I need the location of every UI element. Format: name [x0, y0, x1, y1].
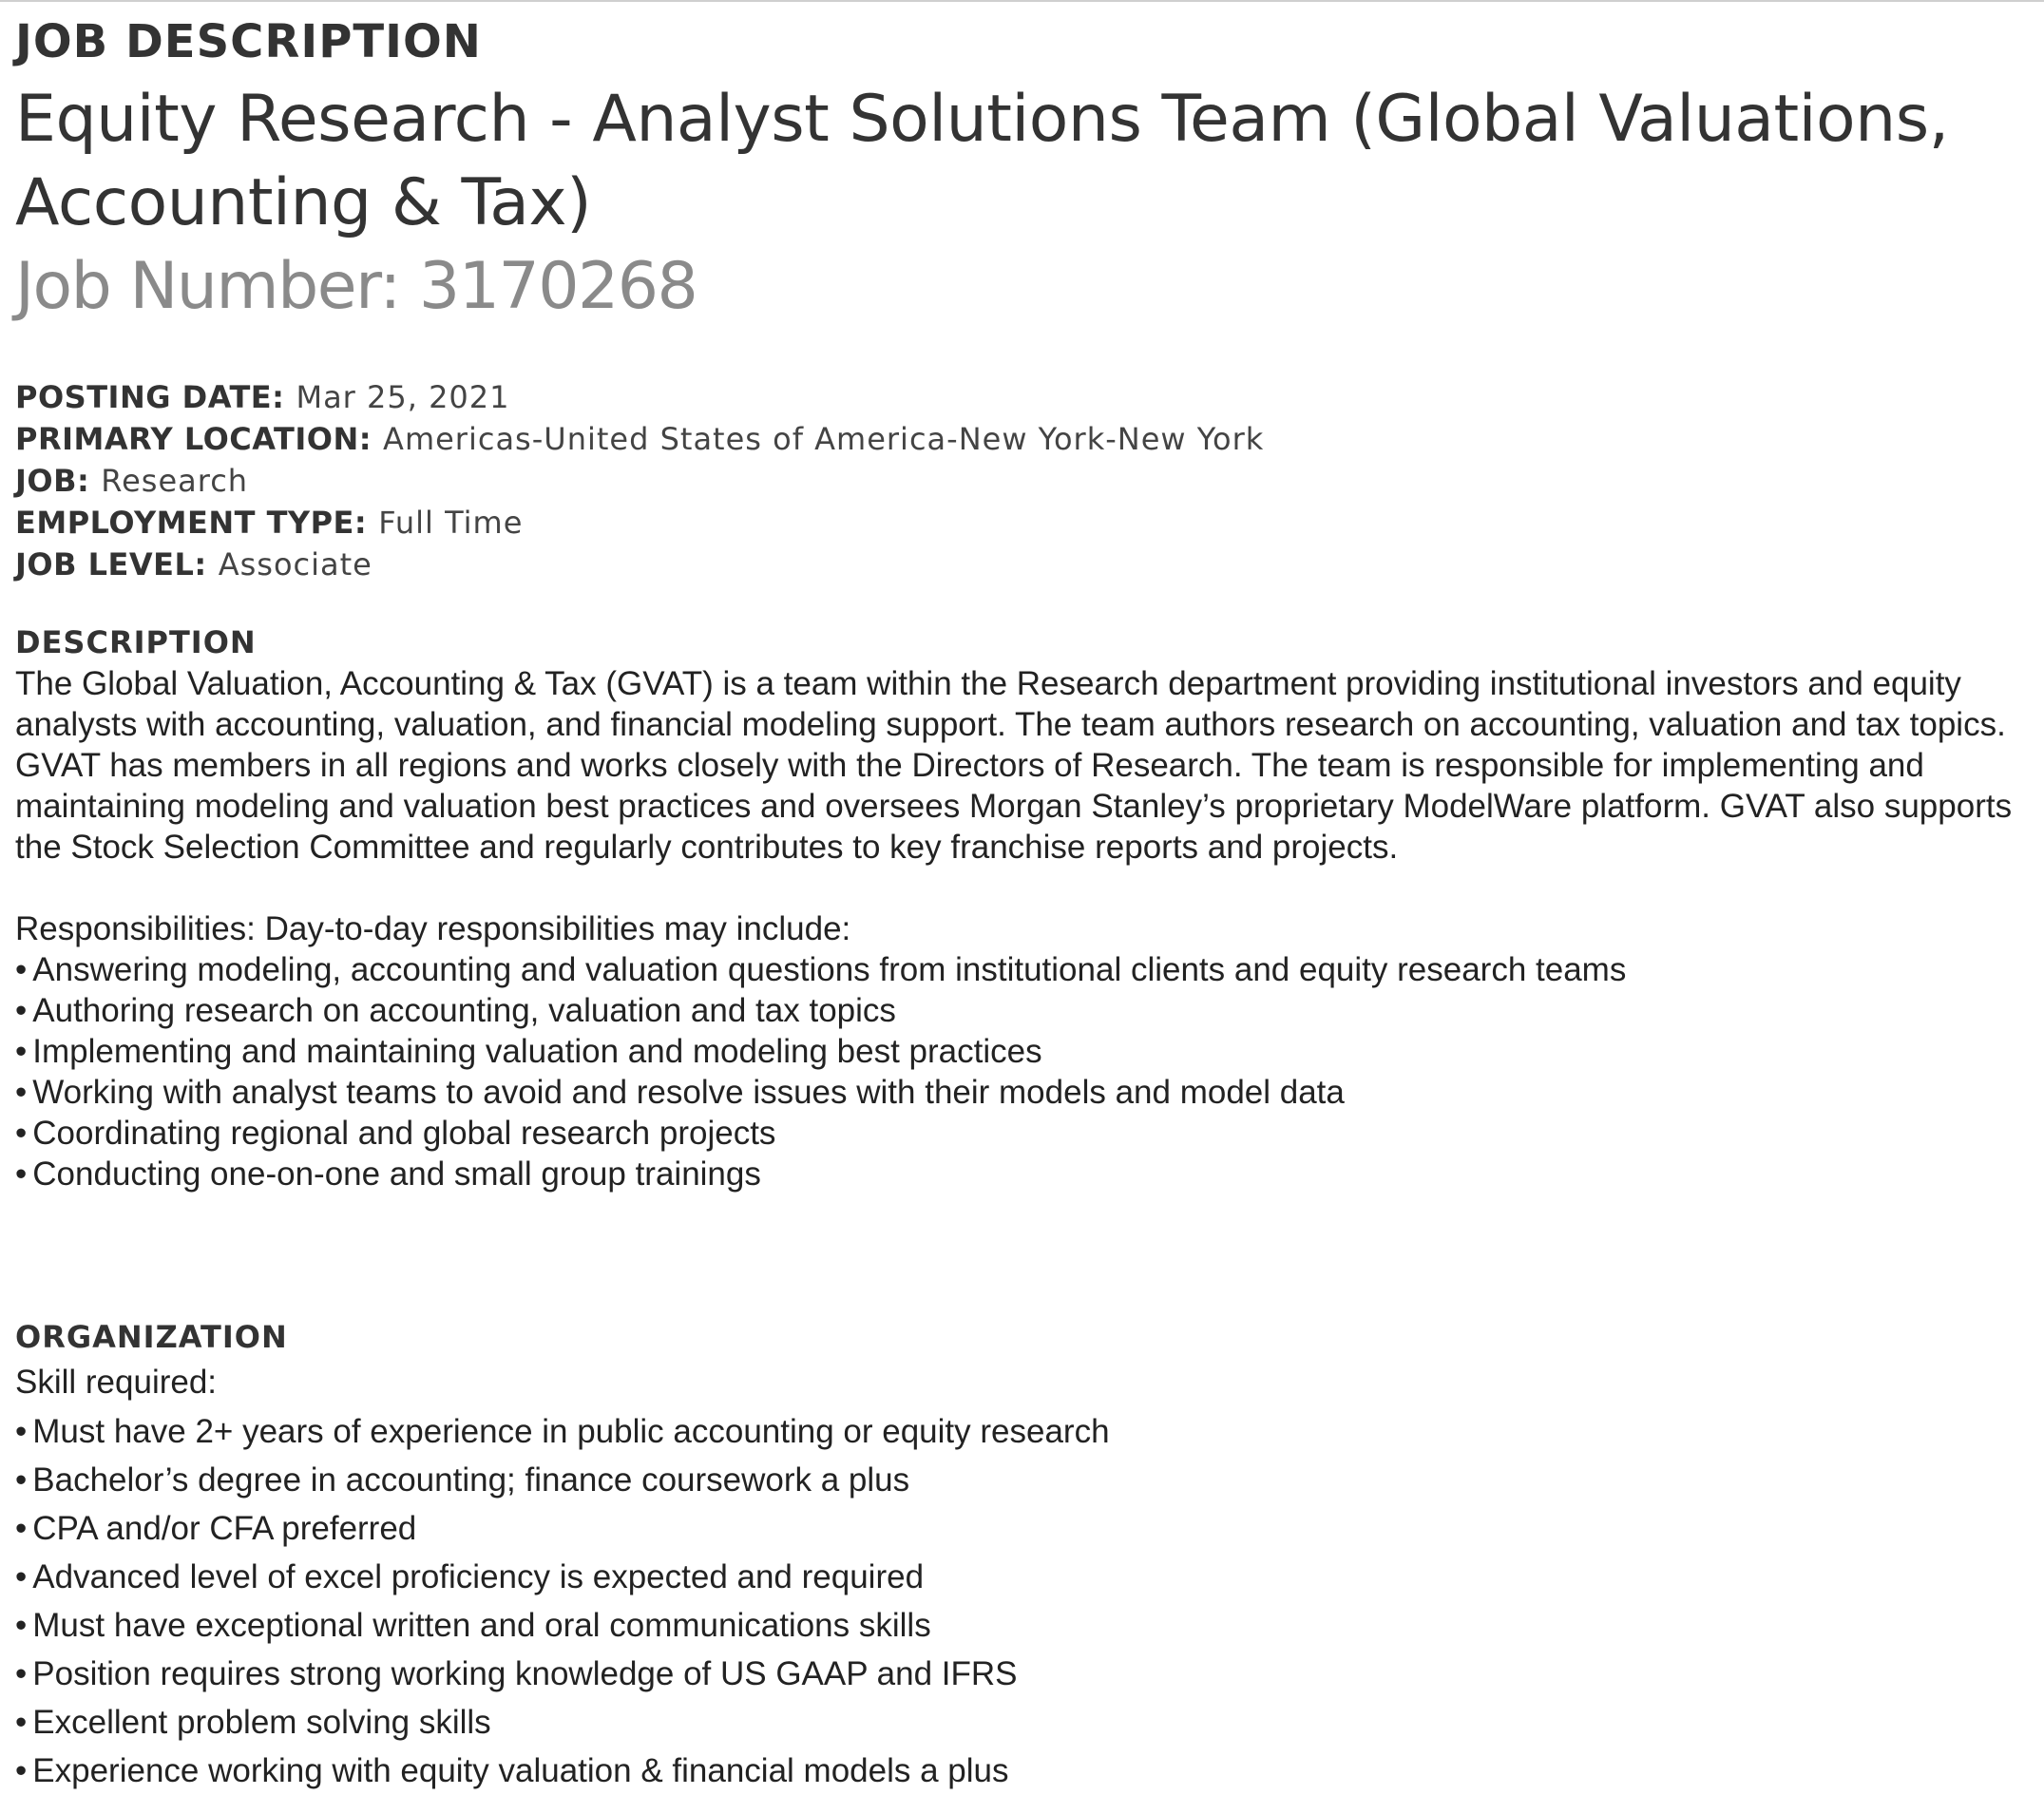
list-item-text: Implementing and maintaining valuation and modeling best practices [32, 1033, 1042, 1070]
meta-label: JOB: [15, 463, 90, 499]
page-kicker: JOB DESCRIPTION [15, 15, 482, 68]
job-number: Job Number: 3170268 [15, 249, 697, 324]
list-item [15, 1747, 2030, 1795]
meta-value: Americas-United States of America-New York-New York [383, 421, 1265, 457]
meta-job-level [15, 544, 2030, 585]
meta-label: PRIMARY LOCATION: [15, 421, 373, 457]
meta-value: Mar 25, 2021 [296, 379, 510, 415]
bullet-glyph: • [15, 1155, 28, 1193]
bullet-glyph: • [15, 1413, 28, 1450]
list-item [15, 1650, 2030, 1698]
meta-value: Full Time [378, 505, 524, 541]
list-item [15, 1072, 2030, 1113]
list-item-text: Answering modeling, accounting and valuation questions from institutional clients and equity research teams [32, 951, 1627, 988]
list-item-text: Excellent problem solving skills [32, 1704, 491, 1741]
meta-primary-location [15, 418, 2030, 460]
list-item [15, 1113, 2030, 1154]
list-item-text: Conducting one-on-one and small group trainings [32, 1155, 761, 1193]
skill-required-intro: Skill required: [15, 1364, 218, 1401]
bullet-glyph: • [15, 1461, 28, 1499]
description-heading: DESCRIPTION [15, 624, 257, 660]
meta-value: Research [101, 463, 249, 499]
meta-job [15, 460, 2030, 502]
list-item [15, 1504, 2030, 1553]
bullet-glyph: • [15, 1607, 28, 1644]
description-section [15, 663, 2030, 1194]
bullet-glyph: • [15, 951, 28, 988]
job-title: Equity Research - Analyst Solutions Team (Global Valuations, Accounting & Tax) [15, 82, 1949, 240]
list-item [15, 1698, 2030, 1747]
job-description-page [15, 0, 2030, 1795]
list-item-text: Working with analyst teams to avoid and resolve issues with their models and model data [32, 1074, 1345, 1111]
meta-label: POSTING DATE: [15, 379, 285, 415]
bullet-glyph: • [15, 1704, 28, 1741]
list-item-text: Must have 2+ years of experience in public accounting or equity research [32, 1413, 1110, 1450]
bullet-glyph: • [15, 1558, 28, 1595]
list-item-text: Bachelor’s degree in accounting; finance coursework a plus [32, 1461, 910, 1499]
bullet-glyph: • [15, 992, 28, 1029]
list-item [15, 949, 2030, 990]
list-item-text: Coordinating regional and global research projects [32, 1115, 776, 1152]
meta-value: Associate [218, 546, 373, 582]
bullet-glyph: • [15, 1033, 28, 1070]
bullet-glyph: • [15, 1115, 28, 1152]
bullet-glyph: • [15, 1752, 28, 1789]
bullet-glyph: • [15, 1074, 28, 1111]
skills-list [15, 1407, 2030, 1795]
responsibilities-list [15, 949, 2030, 1194]
bullet-glyph: • [15, 1655, 28, 1692]
list-item [15, 990, 2030, 1031]
meta-label: JOB LEVEL: [15, 546, 207, 582]
description-paragraph: The Global Valuation, Accounting & Tax (GVAT) is a team within the Research department providing institutional investors and equity analysts with accounting, valuation, and financial modeling support. The team authors research on accounting, valuation and tax topics. GVAT has members in all regions and works closely with the Directors of Research. The team is responsible for implementing and maintaining modeling and valuation best practices and oversees Morgan Stanley’s proprietary ModelWare platform. GVAT also supports the Stock Selection Committee and regularly contributes to key franchise reports and projects. [15, 665, 2013, 866]
bullet-glyph: • [15, 1510, 28, 1547]
list-item-text: Experience working with equity valuation & financial models a plus [32, 1752, 1009, 1789]
list-item [15, 1553, 2030, 1601]
job-meta [15, 376, 2030, 585]
list-item-text: Authoring research on accounting, valuation and tax topics [32, 992, 896, 1029]
meta-employment-type [15, 502, 2030, 544]
organization-heading: ORGANIZATION [15, 1319, 288, 1355]
list-item [15, 1407, 2030, 1456]
meta-label: EMPLOYMENT TYPE: [15, 505, 368, 541]
list-item [15, 1456, 2030, 1504]
responsibilities-intro: Responsibilities: Day-to-day responsibilities may include: [15, 910, 851, 947]
list-item-text: Advanced level of excel proficiency is expected and required [32, 1558, 925, 1595]
list-item [15, 1154, 2030, 1194]
list-item [15, 1601, 2030, 1650]
list-item [15, 1031, 2030, 1072]
list-item-text: Must have exceptional written and oral communications skills [32, 1607, 931, 1644]
list-item-text: CPA and/or CFA preferred [32, 1510, 417, 1547]
meta-posting-date [15, 376, 2030, 418]
list-item-text: Position requires strong working knowledge of US GAAP and IFRS [32, 1655, 1018, 1692]
